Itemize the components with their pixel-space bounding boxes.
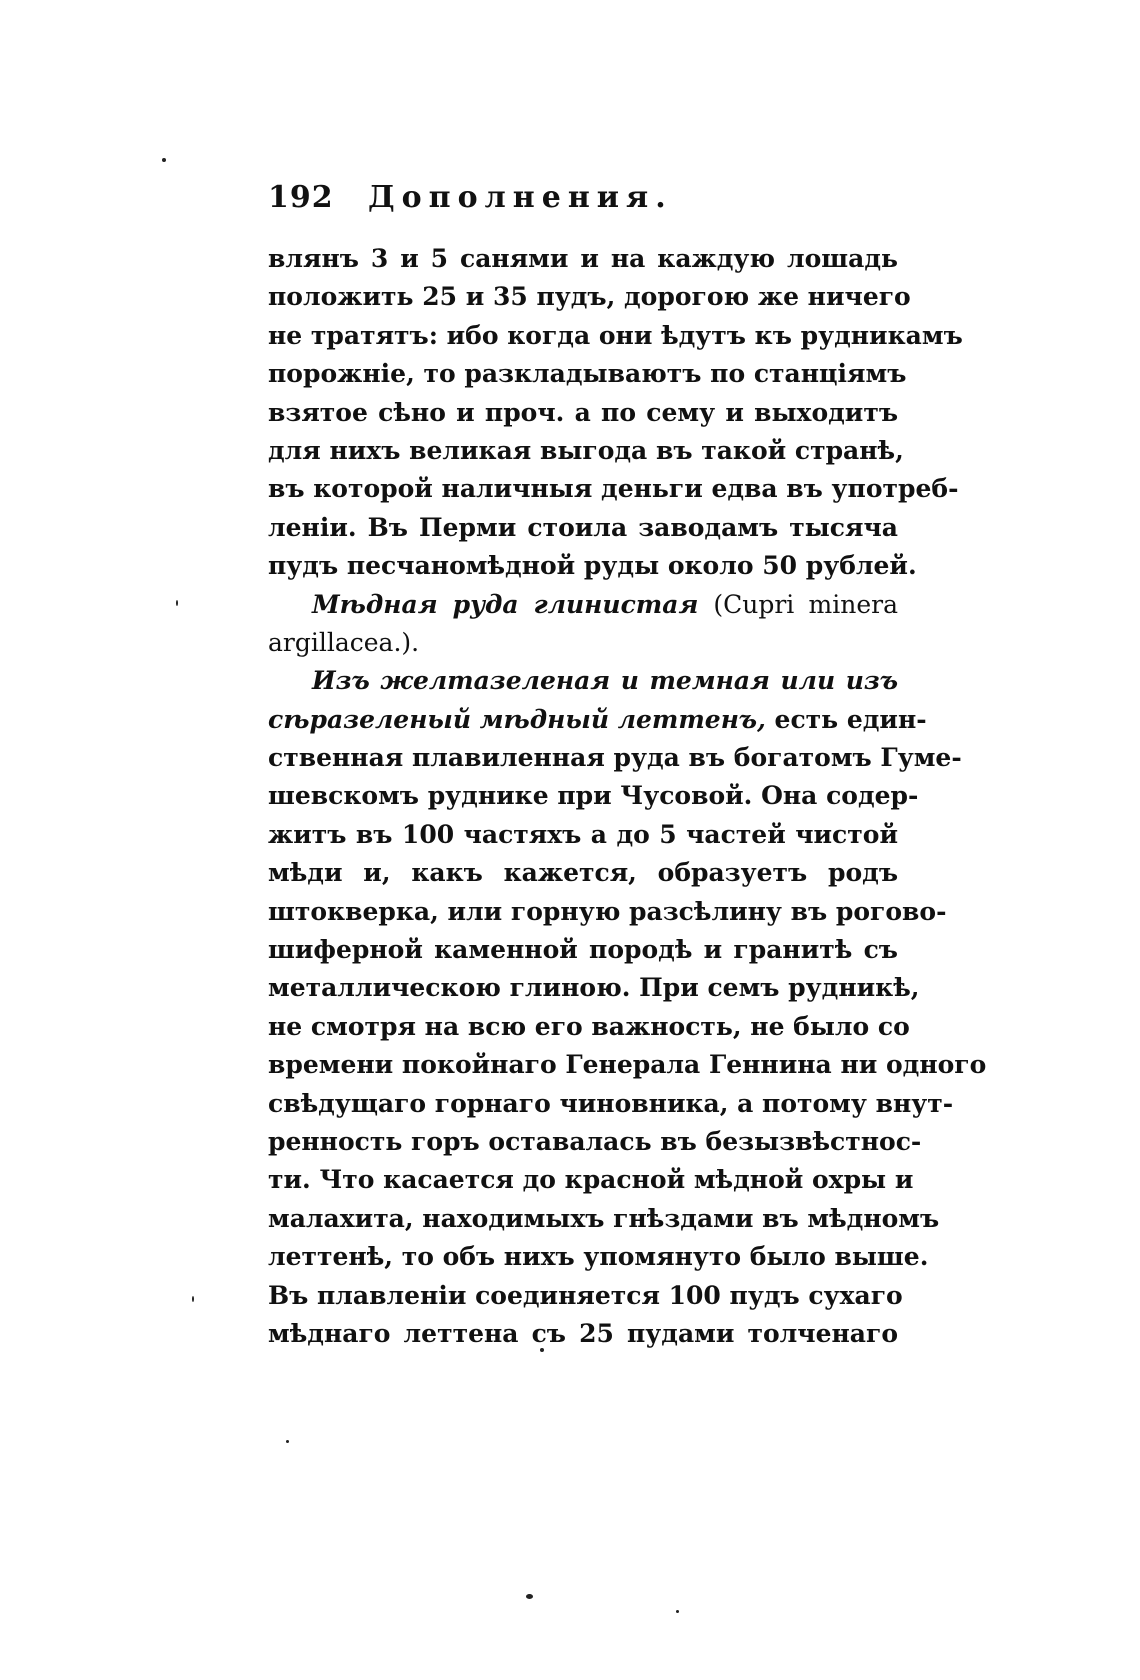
text-line: не тратятъ: ибо когда они ѣдутъ къ рудникамъ bbox=[268, 320, 963, 350]
section-heading-title: Мѣдная руда глинистая bbox=[312, 589, 699, 619]
text-line: положить 25 и 35 пудъ, дорогою же ничего bbox=[268, 282, 911, 312]
text-line: леніи. Въ Перми стоила заводамъ тысяча bbox=[268, 512, 898, 542]
latin-name-continued: argillacea.). bbox=[268, 627, 420, 657]
running-head: Дополнения. bbox=[368, 180, 673, 215]
text-line: времени покойнаго Генерала Геннина ни одного bbox=[268, 1050, 987, 1080]
text-fragment: есть един- bbox=[774, 704, 927, 734]
text-line: металлическою глиною. При семъ рудникѣ, bbox=[268, 973, 920, 1003]
scan-speck bbox=[176, 600, 178, 606]
text-line: взятое сѣно и проч. а по сему и выходитъ bbox=[268, 397, 898, 427]
text-line: ственная плавиленная руда въ богатомъ Гуме- bbox=[268, 743, 962, 773]
body-text bbox=[268, 240, 987, 1353]
text-line: для нихъ великая выгода въ такой странѣ, bbox=[268, 435, 904, 465]
latin-name: (Cupri minera bbox=[713, 589, 898, 619]
section-heading bbox=[268, 586, 898, 624]
text-line: штокверка, или горную разсѣлину въ рогово- bbox=[268, 896, 947, 926]
text-line bbox=[268, 701, 927, 739]
scan-speck bbox=[192, 1296, 194, 1302]
text-line: шевскомъ руднике при Чусовой. Она содер- bbox=[268, 781, 919, 811]
text-line: влянъ 3 и 5 санями и на каждую лошадь bbox=[268, 244, 898, 273]
text-line: мѣди и, какъ кажется, образуетъ родъ bbox=[268, 858, 898, 888]
text-line: житъ въ 100 частяхъ а до 5 частей чистой bbox=[268, 819, 898, 849]
text-line: ренность горъ оставалась въ безызвѣстнос- bbox=[268, 1126, 922, 1156]
text-line: не смотря на всю его важность, не было со bbox=[268, 1011, 910, 1041]
scan-speck bbox=[526, 1594, 533, 1599]
scan-speck bbox=[162, 158, 166, 162]
text-line: мѣднаго леттена съ 25 пудами толченаго bbox=[268, 1318, 898, 1348]
text-line: малахита, находимыхъ гнѣздами въ мѣдномъ bbox=[268, 1203, 940, 1233]
italic-term: Изъ желтазеленая и темная или изъ bbox=[312, 666, 898, 696]
text-line: шиферной каменной породѣ и гранитѣ съ bbox=[268, 935, 898, 965]
text-line: леттенѣ, то объ нихъ упомянуто было выше. bbox=[268, 1242, 929, 1272]
page-header bbox=[268, 180, 908, 220]
text-line: ти. Что касается до красной мѣдной охры и bbox=[268, 1165, 914, 1195]
text-line: въ которой наличныя деньги едва въ употреб- bbox=[268, 474, 959, 504]
scan-speck bbox=[540, 1348, 544, 1352]
text-line: пудъ песчаномѣдной руды около 50 рублей. bbox=[268, 551, 917, 581]
text-line bbox=[268, 662, 898, 700]
scan-speck bbox=[676, 1610, 679, 1613]
text-line bbox=[268, 624, 898, 662]
italic-term: сѣразеленый мѣдный леттенъ, bbox=[268, 704, 766, 734]
page-number: 192 bbox=[268, 180, 334, 215]
text-line: свѣдущаго горнаго чиновника, а потому внут- bbox=[268, 1088, 954, 1118]
text-line: Въ плавленіи соединяется 100 пудъ сухаго bbox=[268, 1280, 903, 1310]
text-line: порожніе, то разкладываютъ по станціямъ bbox=[268, 359, 907, 389]
scan-speck bbox=[286, 1440, 289, 1443]
